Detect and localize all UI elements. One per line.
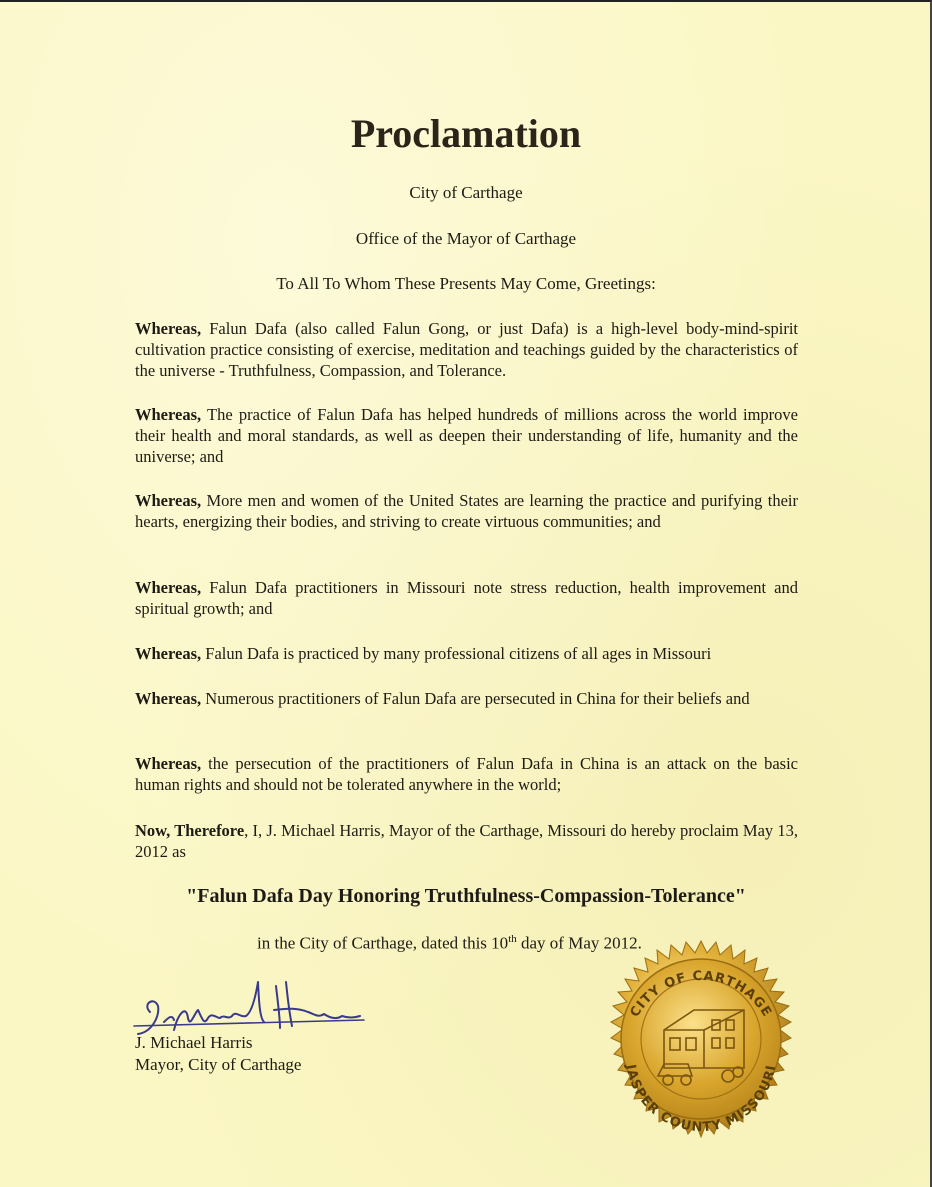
paragraph-text: the persecution of the practitioners of Falun Dafa in China is an attack on the basic human rights and should not be tolerated anywhere in the world; bbox=[135, 754, 798, 794]
now-therefore-paragraph bbox=[135, 820, 798, 862]
paragraph-text: Falun Dafa practitioners in Missouri note stress reduction, health improvement and spiritual growth; and bbox=[135, 578, 798, 618]
whereas-paragraph bbox=[135, 318, 798, 381]
whereas-paragraph bbox=[135, 490, 798, 532]
paragraph-text: , I, J. Michael Harris, Mayor of the Carthage, Missouri do hereby proclaim May 13, 2012 as bbox=[135, 821, 798, 861]
paragraph-lead: Now, Therefore bbox=[135, 821, 245, 840]
paragraph-text: The practice of Falun Dafa has helped hundreds of millions across the world improve their health and moral standards, as well as deepen their understanding of life, humanity and the universe; and bbox=[135, 405, 798, 466]
signer-name: J. Michael Harris bbox=[135, 1033, 253, 1052]
paragraph-lead: Whereas, bbox=[135, 405, 202, 424]
dated-text-end: day of May 2012. bbox=[516, 933, 642, 953]
signer-block bbox=[135, 1032, 301, 1076]
whereas-paragraph bbox=[135, 404, 798, 467]
proclamation-title: Proclamation bbox=[350, 111, 582, 156]
dated-line bbox=[257, 933, 642, 954]
paragraph-text: Falun Dafa is practiced by many professional citizens of all ages in Missouri bbox=[201, 644, 712, 663]
paragraph-lead: Whereas, bbox=[135, 578, 202, 597]
office-line: Office of the Mayor of Carthage bbox=[355, 229, 577, 248]
paragraph-lead: Whereas, bbox=[135, 754, 202, 773]
paragraph-lead: Whereas, bbox=[135, 319, 202, 338]
city-gold-seal bbox=[586, 938, 816, 1168]
whereas-paragraph bbox=[135, 688, 798, 709]
whereas-paragraph bbox=[135, 577, 798, 619]
dated-ordinal: th bbox=[508, 933, 517, 945]
signer-title: Mayor, City of Carthage bbox=[135, 1055, 302, 1074]
paragraph-lead: Whereas, bbox=[135, 689, 202, 708]
seal-top-text: CITY OF CARTHAGE bbox=[627, 968, 775, 1021]
paragraph-lead: Whereas, bbox=[135, 491, 202, 510]
paragraph-text: More men and women of the United States are learning the practice and purifying their hearts, energizing their bodies, and striving to create virtuous communities; and bbox=[135, 491, 798, 531]
paragraph-lead: Whereas, bbox=[135, 644, 202, 663]
day-declaration: "Falun Dafa Day Honoring Truthfulness-Compassion-Tolerance" bbox=[186, 885, 746, 907]
dated-text: in the City of Carthage, dated this 10 bbox=[257, 933, 509, 953]
paragraph-text: Numerous practitioners of Falun Dafa are persecuted in China for their beliefs and bbox=[201, 689, 750, 708]
paragraph-text: Falun Dafa (also called Falun Gong, or just Dafa) is a high-level body-mind-spirit cultivation practice consisting of exercise, meditation and teachings guided by the characteristics of the universe - Truthfulness, Compassion, and Tolerance. bbox=[135, 319, 798, 380]
whereas-paragraph bbox=[135, 753, 798, 795]
greeting-line: To All To Whom These Presents May Come, Greetings: bbox=[276, 274, 656, 293]
city-line: City of Carthage bbox=[409, 183, 523, 202]
whereas-paragraph bbox=[135, 643, 798, 664]
seal-bottom-text: JASPER COUNTY MISSOURI bbox=[622, 1063, 780, 1136]
